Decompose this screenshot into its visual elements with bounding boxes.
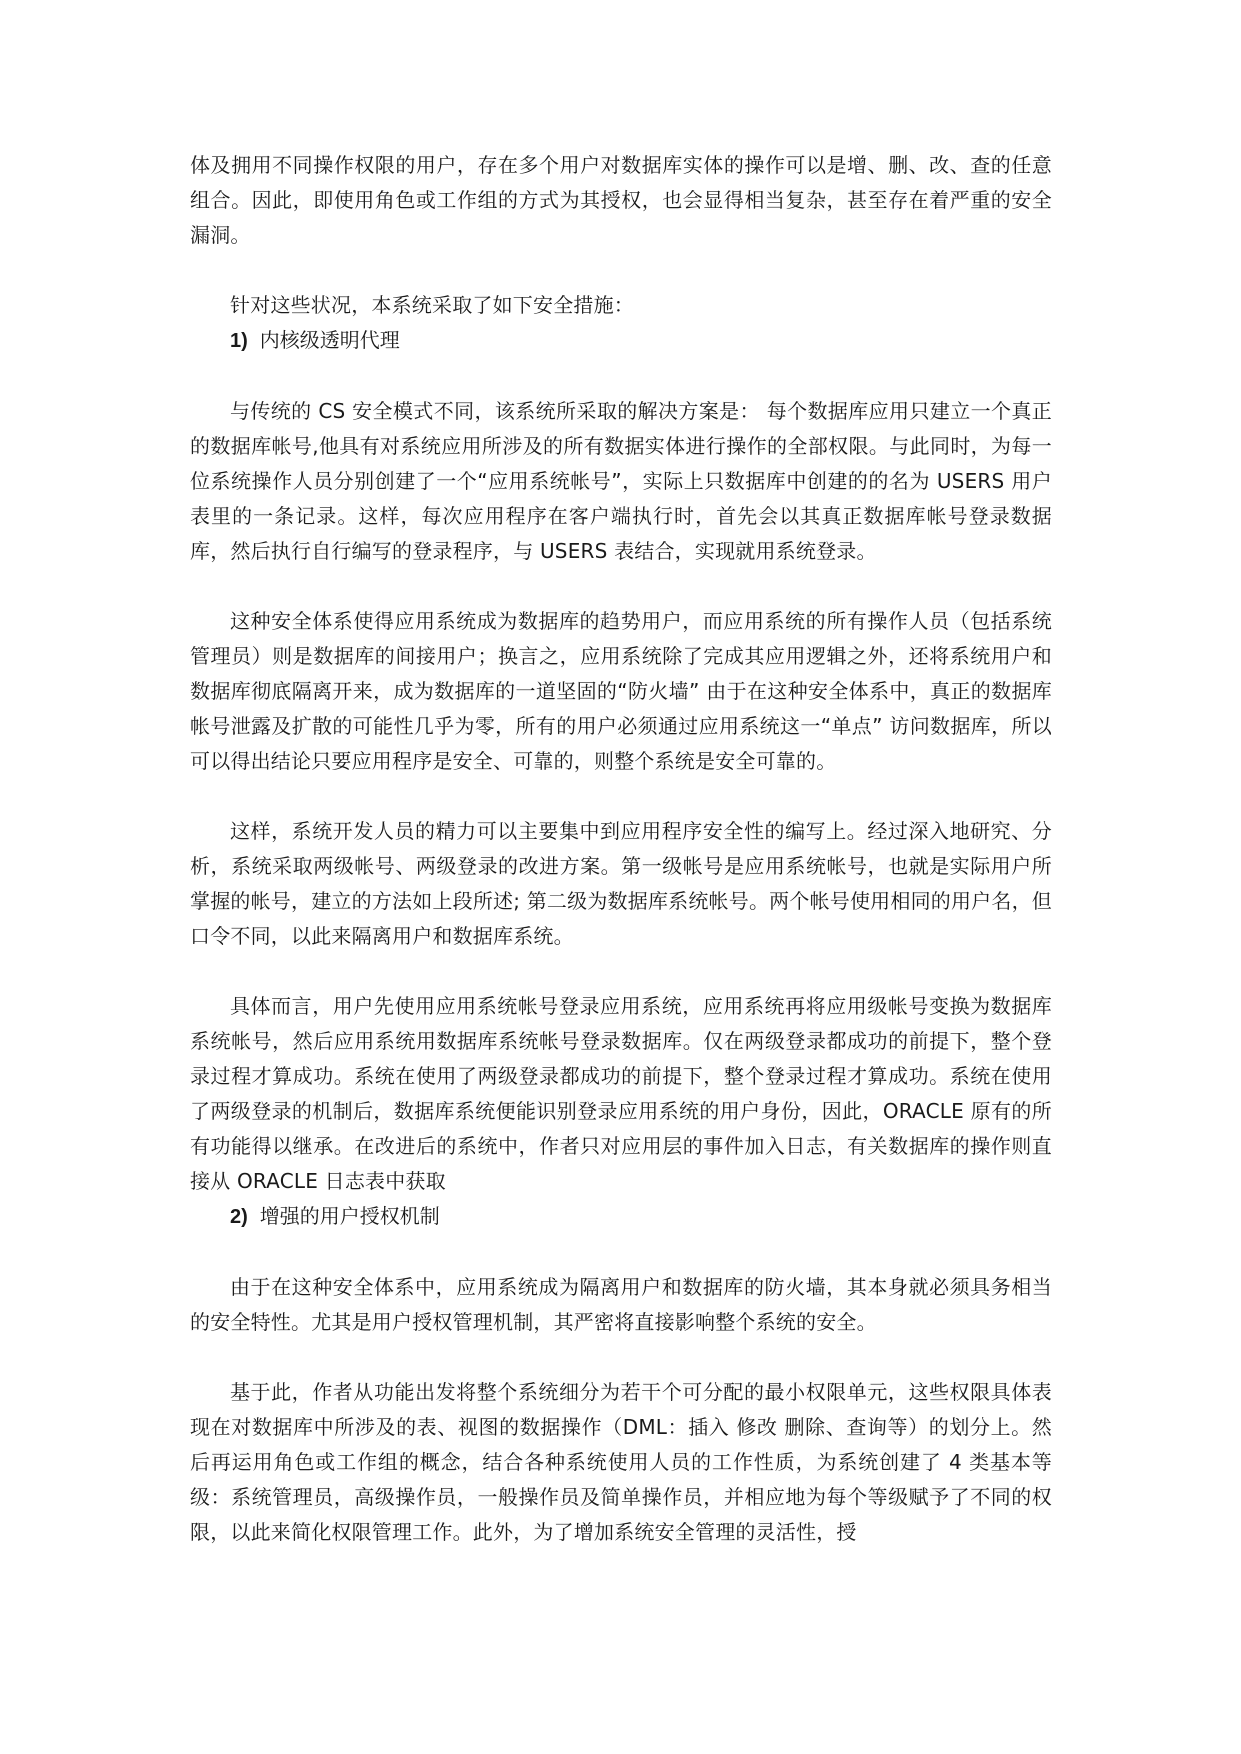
section-title: 内核级透明代理 (259, 328, 400, 352)
section-title: 增强的用户授权机制 (259, 1204, 440, 1228)
paragraph-authorization: 由于在这种安全体系中，应用系统成为隔离用户和数据库的防火墙，其本身就必须具务相当的安全特性。尤其是用户授权管理机制，其严密将直接影响整个系统的安全。 (190, 1275, 1052, 1334)
section-number: 2) (230, 1206, 248, 1228)
paragraph-two-level-accounts: 这样，系统开发人员的精力可以主要集中到应用程序安全性的编写上。经过深入地研究、分析，系统采取两级帐号、两级登录的改进方案。第一级帐号是应用系统帐号，也就是实际用户所掌握的帐号，建立的方法如上段所述; 第二级为数据库系统帐号。两个帐号使用相同的用户名，但口令不同，以此来隔离用户和数据库系统。 (190, 819, 1052, 948)
section-heading-1 (190, 323, 1052, 359)
paragraph-intro-continuation: 体及拥用不同操作权限的用户，存在多个用户对数据库实体的操作可以是增、删、改、查的任意组合。因此，即使用角色或工作组的方式为其授权，也会显得相当复杂，甚至存在着严重的安全漏洞。 (190, 153, 1052, 247)
paragraph-measures-intro: 针对这些状况，本系统采取了如下安全措施： (230, 293, 634, 317)
paragraph-solution: 与传统的 CS 安全模式不同，该系统所采取的解决方案是： 每个数据库应用只建立一个真正的数据库帐号,他具有对系统应用所涉及的所有数据实体进行操作的全部权限。与此同时，为每一位系统操作人员分别创建了一个“应用系统帐号”，实际上只数据库中创建的的名为 USERS 用户表里的一条记录。这样，每次应用程序在客户端执行时，首先会以其真正数据库帐号登录数据库，然后执行自行编写的登录程序，与 USERS 表结合，实现就用系统登录。 (190, 399, 1052, 563)
paragraph-login-process: 具体而言，用户先使用应用系统帐号登录应用系统，应用系统再将应用级帐号变换为数据库系统帐号，然后应用系统用数据库系统帐号登录数据库。仅在两级登录都成功的前提下，整个登录过程才算成功。系统在使用了两级登录都成功的前提下，整个登录过程才算成功。系统在使用了两级登录的机制后，数据库系统便能识别登录应用系统的用户身份，因此，ORACLE 原有的所有功能得以继承。在改进后的系统中，作者只对应用层的事件加入日志，有关数据库的操作则直接从 ORACLE 日志表中获取 (190, 994, 1052, 1193)
section-number: 1) (230, 330, 248, 352)
section-heading-2 (190, 1199, 1052, 1235)
document-body (190, 148, 1052, 1550)
paragraph-permission-units: 基于此，作者从功能出发将整个系统细分为若干个可分配的最小权限单元，这些权限具体表现在对数据库中所涉及的表、视图的数据操作（DML：插入 修改 删除、查询等）的划分上。然后再运用角色或工作组的概念，结合各种系统使用人员的工作性质，为系统创建了 4 类基本等级：系统管理员，高级操作员，一般操作员及简单操作员，并相应地为每个等级赋予了不同的权限，以此来简化权限管理工作。此外，为了增加系统安全管理的灵活性，授 (190, 1380, 1052, 1544)
paragraph-firewall: 这种安全体系使得应用系统成为数据库的趋势用户，而应用系统的所有操作人员（包括系统管理员）则是数据库的间接用户；换言之，应用系统除了完成其应用逻辑之外，还将系统用户和数据库彻底隔离开来，成为数据库的一道坚固的“防火墙” 由于在这种安全体系中，真正的数据库帐号泄露及扩散的可能性几乎为零，所有的用户必须通过应用系统这一“单点” 访问数据库，所以可以得出结论只要应用程序是安全、可靠的，则整个系统是安全可靠的。 (190, 609, 1052, 773)
